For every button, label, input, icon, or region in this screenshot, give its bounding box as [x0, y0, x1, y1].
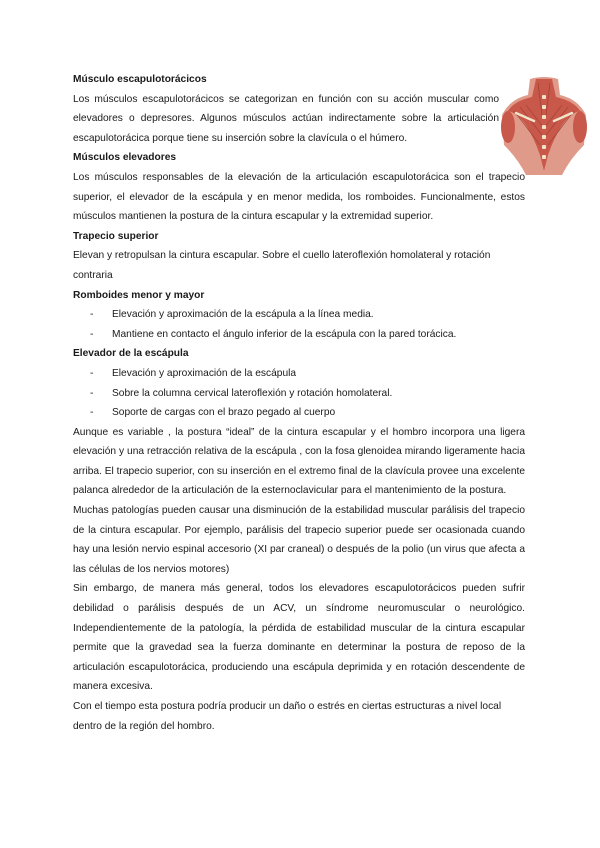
- paragraph-conclusion: Con el tiempo esta postura podría producir un daño o estrés en ciertas estructuras a nivel local dentro de la región del hombro.: [73, 701, 502, 732]
- paragraph-patologias: Muchas patologías pueden causar una disminución de la estabilidad muscular parálisis del trapecio de la cintura escapular. Por ejemplo, parálisis del trapecio superior puede ser ocasionada cuando hay una lesión nervio espinal accesorio (XI par craneal) o después de la polio (un virus que afecta a las células de los nervios motores): [73, 505, 525, 575]
- section-heading-elevadores: Músculos elevadores: [73, 152, 177, 164]
- paragraph-debilidad: Sin embargo, de manera más general, todos los elevadores escapulotorácicos pueden sufrir debilidad o parálisis después de un ACV, un síndrome neuromuscular o neurológico. Independientemente de la patología, la pérdida de estabilidad muscular de la cintura escapular permite que la gravedad sea la fuerza dominante en determinar la postura de reposo de la articulación escapulotorácica, produciendo una escápula deprimida y en rotación descendente de manera excesiva.: [73, 583, 525, 693]
- section-heading-elevador-escapula: Elevador de la escápula: [73, 348, 189, 360]
- elevador-escapula-list: [73, 364, 499, 423]
- paragraph-postura: Aunque es variable , la postura “ideal” de la cintura escapular y el hombro incorpora una ligera elevación y una retracción relativa de la escápula , con la fosa glenoidea mirando ligeramente hacia arriba. El trapecio superior, con su inserción en el extremo final de la clavícula provee una excelente palanca alrededor de la articulación de la esternoclavicular para el mantenimiento de la postura.: [73, 426, 525, 497]
- paragraph-escapulotoracicos: Los músculos escapulotorácicos se categorizan en función con su acción muscular como elevadores o depresores. Algunos músculos actúan indirectamente sobre la articulación escapulotorácica porque tiene su inserción sobre la clavícula o el húmero.: [73, 93, 499, 144]
- section-heading-escapulotoracicos: Músculo escapulotorácicos: [73, 74, 207, 85]
- document-body: [73, 70, 525, 736]
- list-item: - Sobre la columna cervical lateroflexión y rotación homolateral.: [90, 384, 499, 404]
- left-deltoid: [501, 111, 515, 143]
- right-deltoid: [573, 111, 587, 143]
- list-item: - Elevación y aproximación de la escápula a la línea media.: [90, 305, 499, 325]
- list-item: - Mantiene en contacto el ángulo inferior de la escápula con la pared torácica.: [90, 325, 499, 345]
- paragraph-elevadores: Los músculos responsables de la elevación de la articulación escapulotorácica son el trapecio superior, el elevador de la escápula y en menor medida, los romboides. Funcionalmente, estos músculos mantienen la postura de la cintura escapular y la extremidad superior.: [73, 171, 525, 223]
- list-item: - Soporte de cargas con el brazo pegado al cuerpo: [90, 403, 499, 423]
- paragraph-trapecio: Elevan y retropulsan la cintura escapular. Sobre el cuello lateroflexión homolateral y rotación contraria: [73, 250, 491, 281]
- section-heading-romboides: Romboides menor y mayor: [73, 289, 205, 301]
- shoulder-muscles-illustration: [500, 75, 588, 177]
- section-heading-trapecio: Trapecio superior: [73, 230, 159, 242]
- list-item: - Elevación y aproximación de la escápula: [90, 364, 499, 384]
- romboides-list: [73, 305, 499, 344]
